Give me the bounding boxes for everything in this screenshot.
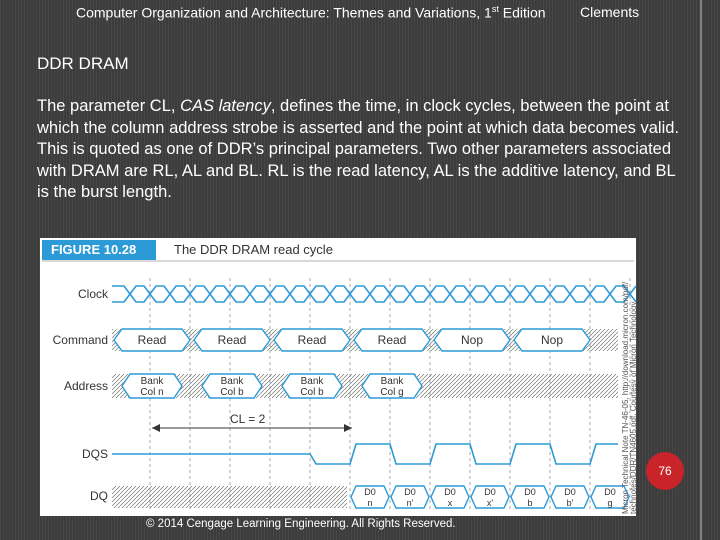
- command-label: Read: [297, 333, 327, 347]
- dq-label-bottom: b: [527, 498, 533, 508]
- address-label-line2: Col b: [300, 387, 324, 398]
- cl-label: CL = 2: [230, 412, 266, 426]
- signal-label: Clock: [77, 287, 108, 301]
- right-rule: [700, 0, 702, 540]
- address-label-line1: Bank: [380, 376, 404, 387]
- cl-arrowhead-right: [344, 424, 352, 432]
- body-text-part2: , defines the time, in clock cycles, between the point at which the column address strobe is asserted and the point at which data becomes valid. This is quoted as one of DDR’s principal parameters. Two other parameters associated with DRAM are RL, AL and BL. RL is the read latency, AL is the additive latency, and BL is the burst length.: [37, 97, 680, 201]
- cl-arrowhead-left: [152, 424, 160, 432]
- address-label-line2: Col n: [140, 387, 164, 398]
- dq-label-top: D0: [484, 487, 496, 497]
- dqs-wave: [112, 444, 618, 464]
- timing-waveforms: [112, 286, 636, 508]
- body-text-italic: CAS latency: [180, 97, 271, 115]
- dq-label-bottom: x: [447, 498, 453, 508]
- dq-label-top: D0: [564, 487, 576, 497]
- timing-diagram: [40, 238, 636, 516]
- address-label-line1: Bank: [140, 376, 164, 387]
- body-text: [37, 96, 687, 204]
- dq-label-top: D0: [404, 487, 416, 497]
- address-label-line2: Col g: [380, 387, 404, 398]
- command-label: Read: [217, 333, 247, 347]
- side-note-1: Micron Technical Note TN-46-05, http://download.micron.com/pdf/: [621, 281, 630, 514]
- dq-row-background-left: [112, 486, 347, 508]
- timing-diagram-figure: [40, 238, 636, 516]
- signal-label: DQ: [90, 489, 108, 503]
- dq-label-bottom: x': [486, 498, 494, 508]
- dq-label-top: D0: [444, 487, 456, 497]
- body-text-part1: The parameter CL,: [37, 97, 181, 115]
- slide-header: [0, 0, 720, 26]
- side-note-2: technotes/DDR/TN4605.pdf. Courtesy of Micron Technology.: [629, 299, 638, 514]
- signal-label: DQS: [81, 447, 108, 461]
- command-label: Read: [377, 333, 407, 347]
- header-title-end: Edition: [498, 4, 546, 21]
- slide-heading: DDR DRAM: [37, 54, 129, 73]
- dq-label-top: D0: [604, 487, 616, 497]
- copyright: © 2014 Cengage Learning Engineering. All Rights Reserved.: [146, 518, 456, 530]
- page-number-badge: 76: [646, 452, 684, 490]
- timing-annotations: [152, 412, 352, 432]
- header-title: [76, 4, 546, 21]
- dq-label-top: D0: [524, 487, 536, 497]
- signal-label: Address: [63, 379, 108, 393]
- dq-label-top: D0: [364, 487, 376, 497]
- command-label: Read: [137, 333, 167, 347]
- dq-label-bottom: n': [406, 498, 414, 508]
- header-title-main: Computer Organization and Architecture: Themes and Variations, 1: [76, 4, 492, 21]
- header-author: Clements: [580, 4, 640, 20]
- command-label: Nop: [540, 333, 564, 347]
- header-title-sup: st: [491, 4, 499, 14]
- signal-label: Command: [52, 333, 108, 347]
- address-label-line1: Bank: [220, 376, 244, 387]
- dq-label-bottom: g: [607, 498, 613, 508]
- address-label-line2: Col b: [220, 387, 244, 398]
- dq-label-bottom: b': [566, 498, 574, 508]
- command-label: Nop: [460, 333, 484, 347]
- address-label-line1: Bank: [300, 376, 324, 387]
- dq-label-bottom: n: [367, 498, 373, 508]
- figure-title: The DDR DRAM read cycle: [174, 242, 333, 257]
- figure-label: FIGURE 10.28: [42, 240, 156, 260]
